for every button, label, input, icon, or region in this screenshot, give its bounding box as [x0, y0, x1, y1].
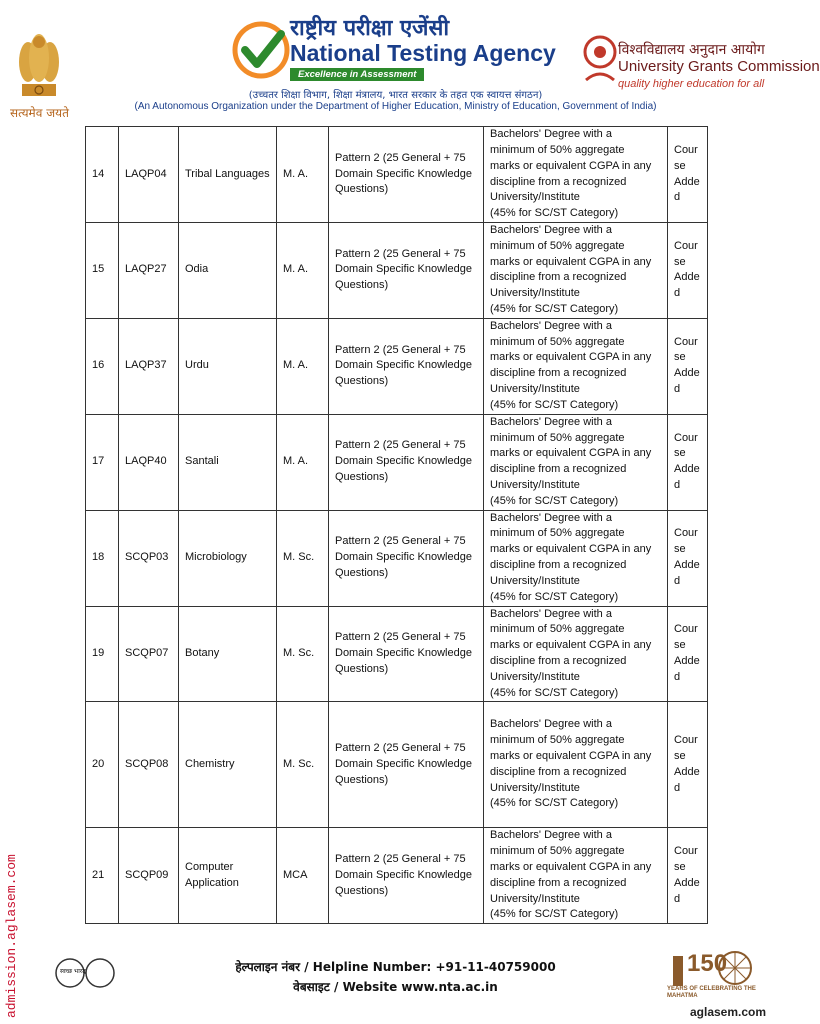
table-row [86, 510, 708, 606]
eligibility-line: (45% for SC/ST Category) [490, 398, 619, 411]
remarks: Course Added [668, 828, 708, 924]
subject-name: Santali [179, 414, 277, 510]
eligibility-line: discipline from a recognized [490, 367, 627, 380]
eligibility [484, 510, 668, 606]
eligibility-line: (45% for SC/ST Category) [490, 686, 619, 699]
eligibility-line: discipline from a recognized [490, 559, 627, 572]
exam-pattern: Pattern 2 (25 General + 75 Domain Specific Knowledge Questions) [329, 510, 484, 606]
eligibility-line: (45% for SC/ST Category) [490, 207, 619, 220]
page-header [0, 0, 820, 125]
row-number: 19 [86, 606, 119, 702]
eligibility-line: Bachelors' Degree with a [490, 607, 612, 620]
nta-title: National Testing Agency [290, 40, 556, 66]
subject-name: Computer Application [179, 828, 277, 924]
exam-pattern: Pattern 2 (25 General + 75 Domain Specific Knowledge Questions) [329, 828, 484, 924]
eligibility-line: marks or equivalent CGPA in any [490, 159, 652, 172]
row-number: 14 [86, 127, 119, 223]
eligibility-line: minimum of 50% aggregate [490, 431, 625, 444]
eligibility [484, 318, 668, 414]
eligibility-line: (45% for SC/ST Category) [490, 590, 619, 603]
eligibility [484, 828, 668, 924]
eligibility-line: discipline from a recognized [490, 876, 627, 889]
eligibility-line: minimum of 50% aggregate [490, 143, 625, 156]
eligibility-line: University/Institute [490, 892, 580, 905]
table-row [86, 414, 708, 510]
row-number: 18 [86, 510, 119, 606]
degree: MCA [277, 828, 329, 924]
table-row [86, 127, 708, 223]
exam-pattern: Pattern 2 (25 General + 75 Domain Specific Knowledge Questions) [329, 223, 484, 319]
course-code: LAQP04 [119, 127, 179, 223]
degree: M. A. [277, 318, 329, 414]
subject-name: Botany [179, 606, 277, 702]
table-row [86, 606, 708, 702]
table-row [86, 702, 708, 828]
watermark-text: admission.aglasem.com [4, 854, 19, 1018]
remarks: Course Added [668, 223, 708, 319]
eligibility-line: marks or equivalent CGPA in any [490, 639, 652, 652]
eligibility-line: University/Institute [490, 478, 580, 491]
header-english-subtitle: (An Autonomous Organization under the Department of Higher Education, Ministry of Education, Government of India) [134, 101, 657, 112]
eligibility [484, 223, 668, 319]
remarks: Course Added [668, 510, 708, 606]
exam-pattern: Pattern 2 (25 General + 75 Domain Specific Knowledge Questions) [329, 702, 484, 828]
table-row [86, 318, 708, 414]
eligibility [484, 606, 668, 702]
eligibility-line: marks or equivalent CGPA in any [490, 860, 652, 873]
course-table [85, 126, 708, 924]
ugc-hindi-name: विश्वविद्यालय अनुदान आयोग [618, 42, 765, 58]
eligibility-line: minimum of 50% aggregate [490, 845, 625, 858]
degree: M. Sc. [277, 606, 329, 702]
ugc-tagline: quality higher education for all [618, 78, 765, 90]
eligibility-line: minimum of 50% aggregate [490, 335, 625, 348]
remarks: Course Added [668, 127, 708, 223]
eligibility [484, 127, 668, 223]
eligibility-line: Bachelors' Degree with a [490, 224, 612, 236]
eligibility-line: Bachelors' Degree with a [490, 415, 612, 428]
nta-tagline: Excellence in Assessment [290, 68, 424, 81]
eligibility-line: minimum of 50% aggregate [490, 623, 625, 636]
swachh-bharat-label: स्वच्छ भारत [60, 968, 86, 975]
eligibility-line: University/Institute [490, 574, 580, 587]
row-number: 17 [86, 414, 119, 510]
row-number: 15 [86, 223, 119, 319]
degree: M. Sc. [277, 702, 329, 828]
eligibility-line: marks or equivalent CGPA in any [490, 351, 652, 364]
course-code: LAQP27 [119, 223, 179, 319]
remarks: Course Added [668, 702, 708, 828]
eligibility-line: (45% for SC/ST Category) [490, 494, 619, 507]
course-table-body [86, 127, 708, 924]
header-hindi-subtitle: (उच्चतर शिक्षा विभाग, शिक्षा मंत्रालय, भारत सरकार के तहत एक स्वायत्त संगठन) [248, 90, 543, 101]
emblem-motto: सत्यमेव जयते [10, 106, 69, 120]
eligibility-line: minimum of 50% aggregate [490, 239, 625, 252]
course-code: SCQP07 [119, 606, 179, 702]
course-code: SCQP09 [119, 828, 179, 924]
course-code: SCQP08 [119, 702, 179, 828]
eligibility-line: University/Institute [490, 191, 580, 204]
subject-name: Tribal Languages [179, 127, 277, 223]
eligibility [484, 414, 668, 510]
eligibility-line: Bachelors' Degree with a [490, 319, 612, 332]
eligibility-line: minimum of 50% aggregate [490, 734, 625, 747]
eligibility-line: marks or equivalent CGPA in any [490, 447, 652, 460]
footer-website: वेबसाइट / Website www.nta.ac.in [293, 980, 498, 994]
subject-name: Urdu [179, 318, 277, 414]
eligibility-line: marks or equivalent CGPA in any [490, 543, 652, 556]
gandhi-150-number: 150 [687, 950, 728, 977]
remarks: Course Added [668, 318, 708, 414]
exam-pattern: Pattern 2 (25 General + 75 Domain Specific Knowledge Questions) [329, 414, 484, 510]
eligibility-line: University/Institute [490, 287, 580, 300]
course-code: LAQP40 [119, 414, 179, 510]
row-number: 20 [86, 702, 119, 828]
eligibility-line: (45% for SC/ST Category) [490, 797, 619, 810]
course-code: LAQP37 [119, 318, 179, 414]
eligibility-line: minimum of 50% aggregate [490, 527, 625, 540]
degree: M. A. [277, 223, 329, 319]
eligibility-line: marks or equivalent CGPA in any [490, 255, 652, 268]
gandhi-150-label: YEARS OF CELEBRATING THE MAHATMA [667, 986, 756, 999]
remarks: Course Added [668, 414, 708, 510]
eligibility-line: discipline from a recognized [490, 463, 627, 476]
eligibility [484, 702, 668, 828]
degree: M. A. [277, 414, 329, 510]
eligibility-line: Bachelors' Degree with a [490, 718, 612, 731]
nta-check-logo-icon [231, 20, 291, 80]
course-code: SCQP03 [119, 510, 179, 606]
exam-pattern: Pattern 2 (25 General + 75 Domain Specific Knowledge Questions) [329, 606, 484, 702]
subject-name: Chemistry [179, 702, 277, 828]
eligibility-line: discipline from a recognized [490, 654, 627, 667]
eligibility-line: University/Institute [490, 670, 580, 683]
footer-helpline: हेल्पलाइन नंबर / Helpline Number: +91-11-40759000 [235, 960, 556, 974]
eligibility-line: discipline from a recognized [490, 175, 627, 188]
subject-name: Microbiology [179, 510, 277, 606]
eligibility-line: discipline from a recognized [490, 765, 627, 778]
eligibility-line: (45% for SC/ST Category) [490, 908, 619, 921]
eligibility-line: Bachelors' Degree with a [490, 128, 612, 141]
subject-name: Odia [179, 223, 277, 319]
gandhi-150-logo [665, 946, 770, 1004]
exam-pattern: Pattern 2 (25 General + 75 Domain Specific Knowledge Questions) [329, 318, 484, 414]
eligibility-line: Bachelors' Degree with a [490, 829, 612, 842]
eligibility-line: marks or equivalent CGPA in any [490, 750, 652, 763]
eligibility-line: discipline from a recognized [490, 271, 627, 284]
eligibility-line: University/Institute [490, 383, 580, 396]
eligibility-line: (45% for SC/ST Category) [490, 302, 619, 315]
row-number: 16 [86, 318, 119, 414]
ugc-name: University Grants Commission [618, 58, 820, 75]
exam-pattern: Pattern 2 (25 General + 75 Domain Specific Knowledge Questions) [329, 127, 484, 223]
degree: M. A. [277, 127, 329, 223]
table-row [86, 223, 708, 319]
nta-hindi-name: राष्ट्रीय परीक्षा एजेंसी [290, 16, 450, 41]
eligibility-line: University/Institute [490, 781, 580, 794]
eligibility-line: Bachelors' Degree with a [490, 511, 612, 524]
ugc-logo-icon [580, 32, 620, 84]
remarks: Course Added [668, 606, 708, 702]
table-row [86, 828, 708, 924]
row-number: 21 [86, 828, 119, 924]
site-mark: aglasem.com [690, 1005, 767, 1019]
degree: M. Sc. [277, 510, 329, 606]
